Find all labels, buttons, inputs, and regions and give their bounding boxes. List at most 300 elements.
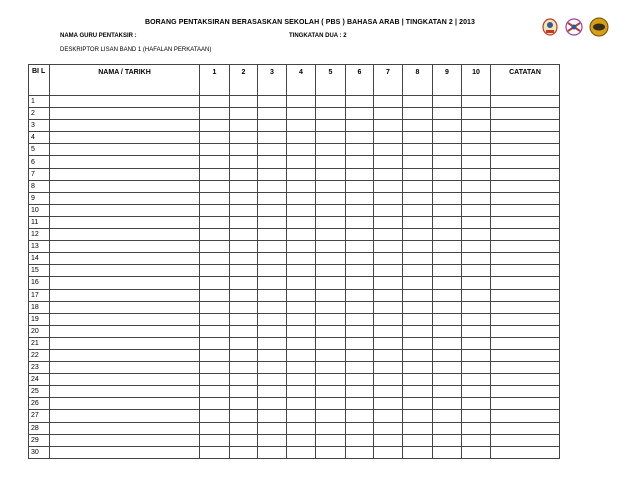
score-cell[interactable] — [316, 204, 346, 216]
score-cell[interactable] — [200, 410, 230, 422]
notes-cell[interactable] — [491, 398, 560, 410]
score-cell[interactable] — [462, 229, 491, 241]
notes-cell[interactable] — [491, 325, 560, 337]
score-cell[interactable] — [316, 446, 346, 458]
score-cell[interactable] — [258, 337, 287, 349]
score-cell[interactable] — [374, 374, 403, 386]
score-cell[interactable] — [346, 216, 374, 228]
score-cell[interactable] — [374, 253, 403, 265]
score-cell[interactable] — [374, 132, 403, 144]
name-cell[interactable] — [50, 168, 200, 180]
score-cell[interactable] — [433, 108, 462, 120]
name-cell[interactable] — [50, 144, 200, 156]
score-cell[interactable] — [316, 349, 346, 361]
score-cell[interactable] — [346, 422, 374, 434]
score-cell[interactable] — [403, 216, 433, 228]
score-cell[interactable] — [346, 192, 374, 204]
score-cell[interactable] — [287, 349, 316, 361]
score-cell[interactable] — [316, 180, 346, 192]
score-cell[interactable] — [230, 120, 258, 132]
score-cell[interactable] — [230, 434, 258, 446]
score-cell[interactable] — [374, 398, 403, 410]
notes-cell[interactable] — [491, 446, 560, 458]
score-cell[interactable] — [200, 277, 230, 289]
score-cell[interactable] — [258, 265, 287, 277]
score-cell[interactable] — [200, 96, 230, 108]
score-cell[interactable] — [230, 216, 258, 228]
name-cell[interactable] — [50, 120, 200, 132]
score-cell[interactable] — [346, 265, 374, 277]
score-cell[interactable] — [258, 289, 287, 301]
score-cell[interactable] — [200, 265, 230, 277]
score-cell[interactable] — [316, 422, 346, 434]
score-cell[interactable] — [462, 253, 491, 265]
score-cell[interactable] — [433, 241, 462, 253]
score-cell[interactable] — [258, 362, 287, 374]
score-cell[interactable] — [230, 241, 258, 253]
score-cell[interactable] — [462, 241, 491, 253]
score-cell[interactable] — [403, 253, 433, 265]
score-cell[interactable] — [200, 120, 230, 132]
score-cell[interactable] — [462, 313, 491, 325]
score-cell[interactable] — [403, 325, 433, 337]
score-cell[interactable] — [403, 277, 433, 289]
name-cell[interactable] — [50, 313, 200, 325]
score-cell[interactable] — [200, 422, 230, 434]
score-cell[interactable] — [374, 156, 403, 168]
score-cell[interactable] — [374, 180, 403, 192]
score-cell[interactable] — [403, 349, 433, 361]
score-cell[interactable] — [346, 337, 374, 349]
score-cell[interactable] — [462, 349, 491, 361]
name-cell[interactable] — [50, 253, 200, 265]
score-cell[interactable] — [433, 156, 462, 168]
score-cell[interactable] — [316, 362, 346, 374]
score-cell[interactable] — [200, 216, 230, 228]
score-cell[interactable] — [200, 229, 230, 241]
score-cell[interactable] — [374, 120, 403, 132]
notes-cell[interactable] — [491, 289, 560, 301]
score-cell[interactable] — [433, 301, 462, 313]
score-cell[interactable] — [316, 301, 346, 313]
score-cell[interactable] — [374, 337, 403, 349]
score-cell[interactable] — [374, 192, 403, 204]
score-cell[interactable] — [462, 192, 491, 204]
score-cell[interactable] — [258, 144, 287, 156]
score-cell[interactable] — [433, 168, 462, 180]
score-cell[interactable] — [346, 156, 374, 168]
score-cell[interactable] — [316, 192, 346, 204]
score-cell[interactable] — [346, 374, 374, 386]
score-cell[interactable] — [287, 422, 316, 434]
score-cell[interactable] — [462, 301, 491, 313]
score-cell[interactable] — [258, 229, 287, 241]
score-cell[interactable] — [230, 398, 258, 410]
score-cell[interactable] — [346, 301, 374, 313]
notes-cell[interactable] — [491, 96, 560, 108]
score-cell[interactable] — [433, 398, 462, 410]
score-cell[interactable] — [433, 325, 462, 337]
score-cell[interactable] — [316, 277, 346, 289]
score-cell[interactable] — [316, 156, 346, 168]
name-cell[interactable] — [50, 349, 200, 361]
name-cell[interactable] — [50, 386, 200, 398]
score-cell[interactable] — [316, 168, 346, 180]
score-cell[interactable] — [258, 96, 287, 108]
name-cell[interactable] — [50, 96, 200, 108]
score-cell[interactable] — [403, 410, 433, 422]
score-cell[interactable] — [200, 132, 230, 144]
score-cell[interactable] — [433, 144, 462, 156]
score-cell[interactable] — [346, 168, 374, 180]
score-cell[interactable] — [403, 398, 433, 410]
score-cell[interactable] — [374, 216, 403, 228]
name-cell[interactable] — [50, 422, 200, 434]
score-cell[interactable] — [258, 241, 287, 253]
score-cell[interactable] — [200, 144, 230, 156]
notes-cell[interactable] — [491, 434, 560, 446]
score-cell[interactable] — [374, 204, 403, 216]
score-cell[interactable] — [287, 313, 316, 325]
score-cell[interactable] — [200, 204, 230, 216]
score-cell[interactable] — [433, 337, 462, 349]
score-cell[interactable] — [403, 192, 433, 204]
score-cell[interactable] — [287, 253, 316, 265]
score-cell[interactable] — [462, 108, 491, 120]
score-cell[interactable] — [403, 144, 433, 156]
score-cell[interactable] — [316, 265, 346, 277]
score-cell[interactable] — [200, 434, 230, 446]
name-cell[interactable] — [50, 337, 200, 349]
score-cell[interactable] — [403, 313, 433, 325]
score-cell[interactable] — [230, 446, 258, 458]
score-cell[interactable] — [200, 374, 230, 386]
score-cell[interactable] — [316, 96, 346, 108]
score-cell[interactable] — [433, 446, 462, 458]
score-cell[interactable] — [258, 277, 287, 289]
score-cell[interactable] — [403, 204, 433, 216]
score-cell[interactable] — [287, 265, 316, 277]
score-cell[interactable] — [433, 180, 462, 192]
score-cell[interactable] — [258, 204, 287, 216]
score-cell[interactable] — [316, 216, 346, 228]
score-cell[interactable] — [346, 277, 374, 289]
score-cell[interactable] — [462, 398, 491, 410]
name-cell[interactable] — [50, 362, 200, 374]
name-cell[interactable] — [50, 265, 200, 277]
score-cell[interactable] — [316, 144, 346, 156]
notes-cell[interactable] — [491, 180, 560, 192]
score-cell[interactable] — [433, 434, 462, 446]
score-cell[interactable] — [258, 398, 287, 410]
score-cell[interactable] — [374, 96, 403, 108]
score-cell[interactable] — [258, 168, 287, 180]
score-cell[interactable] — [462, 337, 491, 349]
score-cell[interactable] — [287, 216, 316, 228]
score-cell[interactable] — [433, 349, 462, 361]
score-cell[interactable] — [200, 398, 230, 410]
score-cell[interactable] — [433, 229, 462, 241]
score-cell[interactable] — [403, 229, 433, 241]
score-cell[interactable] — [200, 301, 230, 313]
score-cell[interactable] — [316, 337, 346, 349]
notes-cell[interactable] — [491, 204, 560, 216]
score-cell[interactable] — [403, 374, 433, 386]
score-cell[interactable] — [346, 434, 374, 446]
score-cell[interactable] — [403, 301, 433, 313]
score-cell[interactable] — [374, 362, 403, 374]
score-cell[interactable] — [346, 241, 374, 253]
score-cell[interactable] — [287, 434, 316, 446]
score-cell[interactable] — [346, 325, 374, 337]
score-cell[interactable] — [287, 180, 316, 192]
score-cell[interactable] — [346, 410, 374, 422]
score-cell[interactable] — [258, 108, 287, 120]
score-cell[interactable] — [346, 144, 374, 156]
score-cell[interactable] — [230, 410, 258, 422]
score-cell[interactable] — [374, 108, 403, 120]
score-cell[interactable] — [316, 120, 346, 132]
score-cell[interactable] — [200, 446, 230, 458]
notes-cell[interactable] — [491, 410, 560, 422]
score-cell[interactable] — [230, 277, 258, 289]
score-cell[interactable] — [374, 446, 403, 458]
score-cell[interactable] — [403, 120, 433, 132]
score-cell[interactable] — [230, 313, 258, 325]
notes-cell[interactable] — [491, 216, 560, 228]
notes-cell[interactable] — [491, 144, 560, 156]
score-cell[interactable] — [258, 374, 287, 386]
score-cell[interactable] — [258, 216, 287, 228]
score-cell[interactable] — [316, 132, 346, 144]
score-cell[interactable] — [462, 204, 491, 216]
score-cell[interactable] — [374, 434, 403, 446]
score-cell[interactable] — [230, 386, 258, 398]
score-cell[interactable] — [258, 253, 287, 265]
score-cell[interactable] — [316, 410, 346, 422]
score-cell[interactable] — [230, 362, 258, 374]
score-cell[interactable] — [200, 386, 230, 398]
score-cell[interactable] — [287, 289, 316, 301]
score-cell[interactable] — [287, 229, 316, 241]
score-cell[interactable] — [230, 96, 258, 108]
score-cell[interactable] — [316, 398, 346, 410]
name-cell[interactable] — [50, 108, 200, 120]
score-cell[interactable] — [346, 180, 374, 192]
score-cell[interactable] — [403, 96, 433, 108]
score-cell[interactable] — [462, 156, 491, 168]
score-cell[interactable] — [230, 265, 258, 277]
score-cell[interactable] — [374, 386, 403, 398]
notes-cell[interactable] — [491, 277, 560, 289]
score-cell[interactable] — [230, 422, 258, 434]
notes-cell[interactable] — [491, 422, 560, 434]
score-cell[interactable] — [346, 289, 374, 301]
score-cell[interactable] — [316, 253, 346, 265]
score-cell[interactable] — [462, 120, 491, 132]
score-cell[interactable] — [258, 349, 287, 361]
score-cell[interactable] — [287, 156, 316, 168]
name-cell[interactable] — [50, 434, 200, 446]
score-cell[interactable] — [200, 362, 230, 374]
score-cell[interactable] — [287, 337, 316, 349]
notes-cell[interactable] — [491, 168, 560, 180]
score-cell[interactable] — [287, 120, 316, 132]
score-cell[interactable] — [433, 313, 462, 325]
score-cell[interactable] — [374, 144, 403, 156]
score-cell[interactable] — [462, 180, 491, 192]
score-cell[interactable] — [462, 216, 491, 228]
score-cell[interactable] — [433, 265, 462, 277]
score-cell[interactable] — [230, 325, 258, 337]
score-cell[interactable] — [287, 386, 316, 398]
score-cell[interactable] — [374, 229, 403, 241]
score-cell[interactable] — [287, 277, 316, 289]
score-cell[interactable] — [200, 241, 230, 253]
score-cell[interactable] — [258, 446, 287, 458]
score-cell[interactable] — [462, 422, 491, 434]
notes-cell[interactable] — [491, 192, 560, 204]
score-cell[interactable] — [462, 374, 491, 386]
score-cell[interactable] — [316, 374, 346, 386]
score-cell[interactable] — [346, 132, 374, 144]
score-cell[interactable] — [433, 362, 462, 374]
score-cell[interactable] — [346, 229, 374, 241]
score-cell[interactable] — [433, 410, 462, 422]
score-cell[interactable] — [433, 120, 462, 132]
score-cell[interactable] — [230, 289, 258, 301]
score-cell[interactable] — [374, 422, 403, 434]
score-cell[interactable] — [374, 301, 403, 313]
score-cell[interactable] — [200, 192, 230, 204]
score-cell[interactable] — [287, 192, 316, 204]
score-cell[interactable] — [374, 289, 403, 301]
score-cell[interactable] — [462, 289, 491, 301]
score-cell[interactable] — [462, 132, 491, 144]
score-cell[interactable] — [374, 349, 403, 361]
notes-cell[interactable] — [491, 362, 560, 374]
score-cell[interactable] — [200, 108, 230, 120]
score-cell[interactable] — [316, 108, 346, 120]
name-cell[interactable] — [50, 277, 200, 289]
notes-cell[interactable] — [491, 301, 560, 313]
score-cell[interactable] — [316, 289, 346, 301]
score-cell[interactable] — [287, 168, 316, 180]
score-cell[interactable] — [403, 265, 433, 277]
name-cell[interactable] — [50, 301, 200, 313]
score-cell[interactable] — [230, 337, 258, 349]
score-cell[interactable] — [287, 362, 316, 374]
name-cell[interactable] — [50, 204, 200, 216]
score-cell[interactable] — [258, 192, 287, 204]
score-cell[interactable] — [462, 410, 491, 422]
score-cell[interactable] — [287, 108, 316, 120]
score-cell[interactable] — [462, 386, 491, 398]
score-cell[interactable] — [287, 374, 316, 386]
score-cell[interactable] — [433, 132, 462, 144]
score-cell[interactable] — [287, 301, 316, 313]
notes-cell[interactable] — [491, 337, 560, 349]
score-cell[interactable] — [462, 434, 491, 446]
score-cell[interactable] — [462, 96, 491, 108]
score-cell[interactable] — [433, 386, 462, 398]
score-cell[interactable] — [230, 192, 258, 204]
score-cell[interactable] — [258, 132, 287, 144]
score-cell[interactable] — [462, 446, 491, 458]
score-cell[interactable] — [433, 192, 462, 204]
score-cell[interactable] — [403, 446, 433, 458]
name-cell[interactable] — [50, 410, 200, 422]
score-cell[interactable] — [230, 108, 258, 120]
score-cell[interactable] — [200, 289, 230, 301]
name-cell[interactable] — [50, 289, 200, 301]
score-cell[interactable] — [287, 410, 316, 422]
score-cell[interactable] — [403, 289, 433, 301]
name-cell[interactable] — [50, 156, 200, 168]
score-cell[interactable] — [200, 313, 230, 325]
score-cell[interactable] — [374, 168, 403, 180]
score-cell[interactable] — [462, 362, 491, 374]
score-cell[interactable] — [230, 349, 258, 361]
notes-cell[interactable] — [491, 374, 560, 386]
score-cell[interactable] — [346, 386, 374, 398]
score-cell[interactable] — [287, 144, 316, 156]
score-cell[interactable] — [346, 108, 374, 120]
score-cell[interactable] — [230, 374, 258, 386]
notes-cell[interactable] — [491, 132, 560, 144]
score-cell[interactable] — [200, 156, 230, 168]
score-cell[interactable] — [287, 325, 316, 337]
score-cell[interactable] — [258, 386, 287, 398]
score-cell[interactable] — [287, 96, 316, 108]
score-cell[interactable] — [462, 168, 491, 180]
score-cell[interactable] — [230, 180, 258, 192]
score-cell[interactable] — [316, 325, 346, 337]
score-cell[interactable] — [230, 144, 258, 156]
notes-cell[interactable] — [491, 386, 560, 398]
score-cell[interactable] — [403, 241, 433, 253]
score-cell[interactable] — [258, 325, 287, 337]
score-cell[interactable] — [346, 253, 374, 265]
name-cell[interactable] — [50, 398, 200, 410]
score-cell[interactable] — [200, 168, 230, 180]
name-cell[interactable] — [50, 180, 200, 192]
score-cell[interactable] — [374, 410, 403, 422]
score-cell[interactable] — [258, 410, 287, 422]
score-cell[interactable] — [230, 132, 258, 144]
score-cell[interactable] — [346, 446, 374, 458]
name-cell[interactable] — [50, 325, 200, 337]
name-cell[interactable] — [50, 192, 200, 204]
score-cell[interactable] — [403, 434, 433, 446]
score-cell[interactable] — [346, 349, 374, 361]
score-cell[interactable] — [433, 277, 462, 289]
score-cell[interactable] — [230, 229, 258, 241]
score-cell[interactable] — [316, 241, 346, 253]
notes-cell[interactable] — [491, 265, 560, 277]
notes-cell[interactable] — [491, 229, 560, 241]
score-cell[interactable] — [316, 313, 346, 325]
score-cell[interactable] — [258, 180, 287, 192]
score-cell[interactable] — [258, 156, 287, 168]
score-cell[interactable] — [462, 325, 491, 337]
score-cell[interactable] — [346, 313, 374, 325]
score-cell[interactable] — [200, 253, 230, 265]
notes-cell[interactable] — [491, 253, 560, 265]
score-cell[interactable] — [346, 398, 374, 410]
score-cell[interactable] — [287, 204, 316, 216]
score-cell[interactable] — [316, 386, 346, 398]
